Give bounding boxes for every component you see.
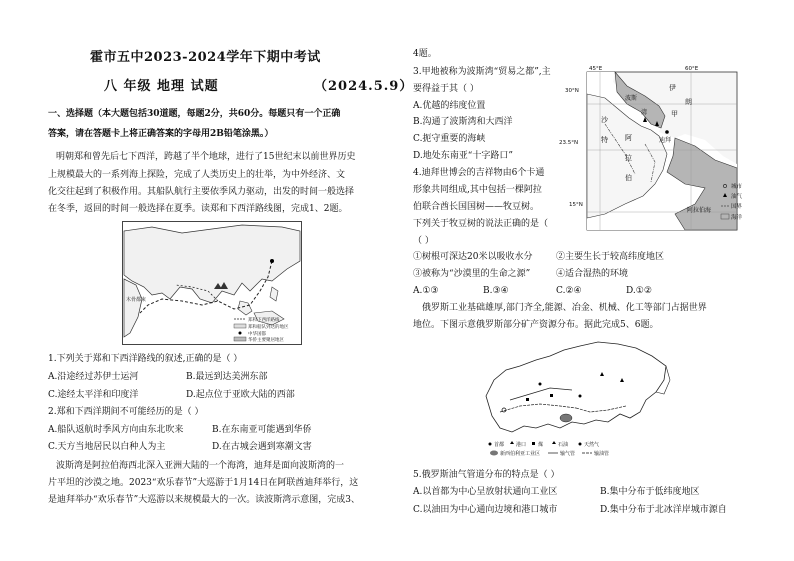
- q2-option-a[interactable]: A.船队返航时季风方向由东北吹来: [48, 425, 184, 435]
- exam-subtitle: 八 年级 地理 试题: [104, 79, 219, 94]
- q3-option-b[interactable]: B.沟通了波斯湾和大西洋: [413, 117, 513, 127]
- passage3-line: 地位。下图示意俄罗斯部分矿产资源分布。据此完成5、6题。: [413, 320, 659, 330]
- map2-place: 朗: [685, 98, 692, 106]
- q4-statement-4: ④适合湿热的环境: [556, 269, 629, 279]
- q5-option-c[interactable]: C.以油田为中心通向边境和港口城市: [413, 505, 558, 515]
- map2-place: 拉: [625, 154, 632, 162]
- q5-stem: 5.俄罗斯油气管道分布的特点是（ ）: [413, 470, 560, 480]
- q4-statement-3: ③被称为“沙漠里的生命之源”: [413, 269, 531, 279]
- map2-legend-oil: 油气: [731, 194, 743, 200]
- map1-port-label: 木骨都束: [126, 297, 147, 303]
- q4-stem: （ ）: [413, 236, 434, 246]
- q1-option-d[interactable]: D.起点位于亚欧大陆的西部: [186, 390, 295, 400]
- q4-stem: 4.迪拜世博会的吉祥物由6个卡通: [413, 168, 545, 178]
- map2-lon1: 45°E: [589, 66, 603, 72]
- map1-legend-capital: 中华国都: [248, 332, 266, 337]
- q4-statement-1: ①树根可深达20米以吸收水分: [413, 252, 533, 262]
- q1-option-a[interactable]: A.沿途经过苏伊士运河: [48, 372, 139, 382]
- q5-option-a[interactable]: A.以首都为中心呈放射状通向工业区: [413, 487, 558, 497]
- continuation: 4题。: [413, 49, 437, 59]
- q2-option-b[interactable]: B.在东南亚可能遇到华侨: [212, 425, 312, 435]
- q5-option-b[interactable]: B.集中分布于低纬度地区: [600, 487, 700, 497]
- q4-stem: 下列关于牧豆树的说法正确的是（: [413, 219, 549, 229]
- exam-title: 霍市五中2023-2024学年下期中考试: [90, 50, 321, 65]
- map3-legend: 港口: [516, 442, 527, 448]
- map2-place: 阿: [625, 134, 632, 142]
- q1-option-b[interactable]: B.最远到达美洲东部: [186, 372, 268, 382]
- map2-legend-sea: 海洋: [731, 215, 743, 221]
- exam-date: （2024.5.9）: [314, 79, 414, 94]
- q3-option-a[interactable]: A.优越的纬度位置: [413, 101, 486, 111]
- q4-option-c[interactable]: C.②④: [556, 286, 582, 296]
- q4-stem: 形象共同组成,其中包括一棵阿拉: [413, 185, 542, 195]
- q4-statement-2: ②主要生长于较高纬度地区: [556, 252, 665, 262]
- map3-legend: 输气管: [560, 451, 576, 457]
- q2-option-c[interactable]: C.天方当地居民以白种人为主: [48, 442, 166, 452]
- q1-stem: 1.下列关于郑和下西洋路线的叙述,正确的是（ ）: [48, 354, 243, 364]
- q2-option-d[interactable]: D.在古城会遇到寒潮文害: [212, 442, 312, 452]
- q4-option-b[interactable]: B.③④: [483, 286, 509, 296]
- map2-place: 波斯: [625, 95, 638, 102]
- passage1-line: 化交往起到了积极作用。其船队航行主要依季风力驱动，出发的时间一般选择: [48, 187, 355, 197]
- map2-place: 甲: [671, 110, 678, 118]
- passage2-line: 片平坦的沙漠之地。2023“欢乐春节”大巡游于1月14日在阿联酋迪拜举行，这: [48, 478, 359, 488]
- map2-lat1: 30°N: [565, 88, 579, 94]
- map2-place: 伯: [625, 174, 632, 182]
- map3-legend: 天然气: [584, 442, 600, 448]
- q1-option-c[interactable]: C.途经太平洋和印度洋: [48, 390, 139, 400]
- passage1-line: 明朝郑和曾先后七下西洋，跨越了半个地球，进行了15世纪末以前世界历史: [56, 152, 356, 162]
- passage2-line: 是迪拜举办“欢乐春节”大巡游以来规模最大的一次。读波斯湾示意图，完成3、: [48, 495, 360, 505]
- map2-place: 特: [601, 136, 608, 144]
- section-heading: 一、选择题（本大题包括30道题，每题2分，共60分。每题只有一个正确: [48, 109, 341, 119]
- section-heading-2: 答案，请在答题卡上将正确答案的字母用2B铅笔涂黑。）: [48, 129, 274, 139]
- map3-legend: 煤: [538, 442, 544, 448]
- map2-lat2: 23.5°N: [559, 140, 579, 146]
- q3-option-c[interactable]: C.扼守重要的海峡: [413, 134, 486, 144]
- map2-place: 伊: [669, 84, 676, 92]
- map2-lon2: 60°E: [685, 66, 699, 72]
- map1-legend-area: 郑和船队到达的地区: [248, 325, 289, 330]
- map2-legend-border: 国界: [731, 204, 743, 210]
- q3-option-d[interactable]: D.地处东南亚“十字路口”: [413, 151, 513, 161]
- q2-stem: 2.郑和下西洋期间不可能经历的是（ ）: [48, 407, 204, 417]
- persian-gulf-map: [555, 64, 781, 232]
- map2-place: 湾: [641, 109, 648, 116]
- zhenghe-route-map: [122, 221, 302, 345]
- passage3-line: 俄罗斯工业基础雄厚,部门齐全,能源、冶金、机械、化工等部门占据世界: [422, 303, 707, 313]
- passage1-line: 在冬季，返回的时间一般选择在夏季。读郑和下西洋路线图，完成1、2题。: [48, 204, 348, 214]
- russia-resource-map: [480, 336, 672, 460]
- map2-place: 阿拉伯海: [687, 207, 712, 214]
- map1-legend-route: 郑和下西洋路线: [248, 318, 280, 323]
- map3-legend: 首都: [494, 442, 505, 448]
- map3-legend: 输油管: [594, 451, 610, 457]
- passage2-line: 波斯湾是阿拉伯海西北深入亚洲大陆的一个海湾，迪拜是面向波斯湾的一: [56, 461, 345, 471]
- map2-place: 沙: [601, 116, 608, 124]
- q4-stem: 伯联合酋长国国树——牧豆树。: [413, 202, 540, 212]
- map2-legend-city: 城市: [731, 184, 743, 190]
- q3-stem: 3.甲地被称为波斯湾“贸易之都”,主: [413, 67, 551, 77]
- map3-legend: 石油: [558, 442, 569, 448]
- q4-option-a[interactable]: A.①③: [413, 286, 439, 296]
- q5-option-d[interactable]: D.集中分布于北冰洋岸城市源自: [600, 505, 727, 515]
- map2-lat3: 15°N: [569, 202, 583, 208]
- map1-legend-overseas: 华侨主要聚居地区: [248, 338, 284, 343]
- passage1-line: 上规模最大的一系列海上探险，完成了人类历史上的壮举，为中外经济、文: [48, 170, 346, 180]
- map2-place: 迪拜: [659, 137, 672, 144]
- q4-option-d[interactable]: D.①②: [626, 286, 652, 296]
- q3-stem-2: 要得益于其（ ）: [413, 84, 479, 94]
- map3-legend: 新西伯利亚工业区: [500, 451, 541, 457]
